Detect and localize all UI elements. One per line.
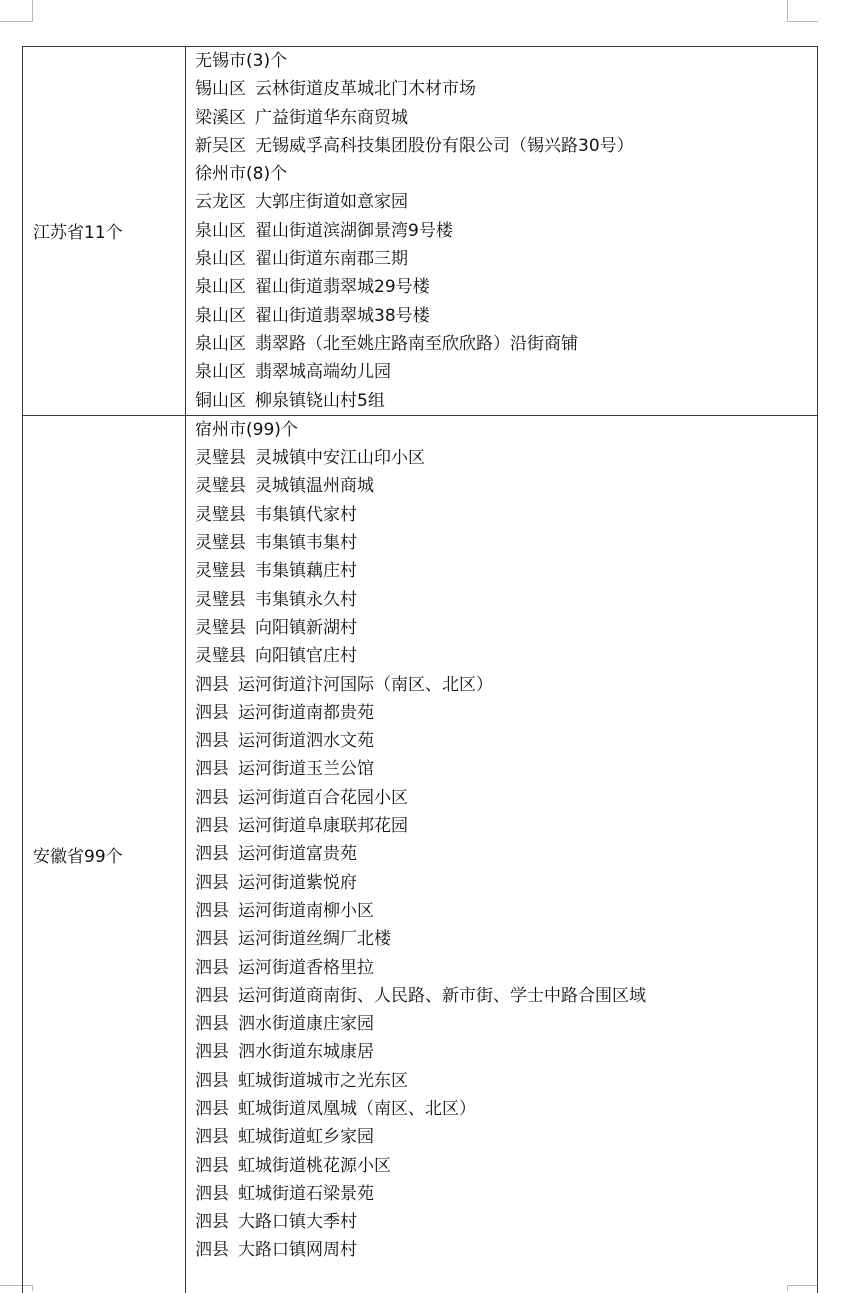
place-name: 翟山街道翡翠城29号楼 [255,277,430,298]
district-name: 泗县 [195,900,229,921]
table-continuation-space [195,1265,817,1293]
site-line [195,1038,817,1066]
place-name: 运河街道阜康联邦花园 [238,816,408,837]
district-name: 泗县 [195,1212,229,1233]
site-line [195,472,817,500]
district-name: 灵璧县 [195,617,246,638]
district-name: 泗县 [195,1240,229,1261]
district-name: 铜山区 [195,390,246,411]
district-name: 灵璧县 [195,561,246,582]
district-name: 泗县 [195,1127,229,1148]
place-name: 运河街道玉兰公馆 [238,759,374,780]
site-line [195,812,817,840]
district-name: 泗县 [195,844,229,865]
district-name: 泗县 [195,787,229,808]
place-name: 韦集镇代家村 [255,504,357,525]
risk-area-table [22,46,818,1293]
district-name: 泗县 [195,985,229,1006]
district-name: 灵璧县 [195,589,246,610]
site-line [195,586,817,614]
district-name: 泉山区 [195,362,246,383]
city-header [195,416,817,444]
sites-cell [186,47,818,416]
city-label: 无锡市(3)个 [195,51,288,71]
district-name: 灵璧县 [195,504,246,525]
district-name: 泗县 [195,731,229,752]
district-name: 锡山区 [195,79,246,100]
district-name: 泗县 [195,929,229,950]
site-line [195,444,817,472]
site-line [195,358,817,386]
district-name: 泉山区 [195,277,246,298]
site-line [195,1010,817,1038]
city-header [195,160,817,188]
site-line [195,897,817,925]
place-name: 运河街道百合花园小区 [238,787,408,808]
city-header [195,47,817,75]
site-line [195,1180,817,1208]
district-name: 泉山区 [195,220,246,241]
place-name: 灵城镇中安江山印小区 [255,448,425,469]
place-name: 大路口镇网周村 [238,1240,357,1261]
site-line [195,188,817,216]
district-name: 泗县 [195,702,229,723]
place-name: 运河街道丝绸厂北楼 [238,929,391,950]
site-line [195,784,817,812]
city-label: 宿州市(99)个 [195,419,298,440]
place-name: 柳泉镇铙山村5组 [255,390,385,411]
place-name: 翡翠路（北至姚庄路南至欣欣路）沿街商铺 [255,333,578,354]
site-line [195,1095,817,1123]
place-name: 运河街道紫悦府 [238,872,357,893]
place-name: 运河街道香格里拉 [238,957,374,978]
district-name: 泗县 [195,1042,229,1063]
site-line [195,217,817,245]
site-line [195,1236,817,1264]
district-name: 泗县 [195,816,229,837]
district-name: 梁溪区 [195,107,246,128]
crop-mark-top-left [0,0,33,22]
province-cell: 江苏省11个 [23,47,186,416]
place-name: 翟山街道东南郡三期 [255,249,408,270]
district-name: 泗县 [195,1070,229,1091]
place-name: 韦集镇藕庄村 [255,561,357,582]
place-name: 无锡威孚高科技集团股份有限公司（锡兴路30号） [255,135,634,156]
district-name: 泗县 [195,957,229,978]
place-name: 云林街道皮革城北门木材市场 [255,79,476,100]
site-line [195,925,817,953]
site-line [195,529,817,557]
place-name: 大郭庄街道如意家园 [255,192,408,213]
site-line [195,501,817,529]
site-line [195,755,817,783]
place-name: 虹城街道城市之光东区 [238,1070,408,1091]
place-name: 虹城街道桃花源小区 [238,1155,391,1176]
site-line [195,330,817,358]
site-line [195,557,817,585]
site-line [195,954,817,982]
district-name: 灵璧县 [195,476,246,497]
site-line [195,869,817,897]
place-name: 翡翠城高端幼儿园 [255,362,391,383]
place-name: 虹城街道虹乡家园 [238,1127,374,1148]
place-name: 运河街道商南街、人民路、新市街、学士中路合围区域 [238,985,646,1006]
district-name: 泉山区 [195,249,246,270]
district-name: 泗县 [195,1098,229,1119]
district-name: 新吴区 [195,135,246,156]
place-name: 虹城街道凤凰城（南区、北区） [238,1098,476,1119]
district-name: 泉山区 [195,333,246,354]
site-line [195,840,817,868]
site-line [195,614,817,642]
site-line [195,699,817,727]
crop-mark-top-right [787,0,818,22]
district-name: 泗县 [195,1014,229,1035]
place-name: 韦集镇永久村 [255,589,357,610]
place-name: 虹城街道石梁景苑 [238,1183,374,1204]
place-name: 运河街道富贵苑 [238,844,357,865]
place-name: 广益街道华东商贸城 [255,107,408,128]
district-name: 泗县 [195,674,229,695]
district-name: 云龙区 [195,192,246,213]
site-line [195,671,817,699]
site-line [195,642,817,670]
site-line [195,1067,817,1095]
place-name: 大路口镇大季村 [238,1212,357,1233]
site-line [195,75,817,103]
place-name: 灵城镇温州商城 [255,476,374,497]
place-name: 运河街道南都贵苑 [238,702,374,723]
place-name: 泗水街道康庄家园 [238,1014,374,1035]
district-name: 灵璧县 [195,646,246,667]
site-line [195,727,817,755]
site-line [195,302,817,330]
place-name: 运河街道泗水文苑 [238,731,374,752]
district-name: 泗县 [195,1155,229,1176]
place-name: 运河街道南柳小区 [238,900,374,921]
district-name: 泗县 [195,759,229,780]
place-name: 向阳镇官庄村 [255,646,357,667]
place-name: 运河街道汴河国际（南区、北区） [238,674,493,695]
province-cell: 安徽省99个 [23,415,186,1292]
district-name: 灵璧县 [195,448,246,469]
table-body [23,47,818,1293]
site-line [195,1123,817,1151]
site-line [195,982,817,1010]
district-name: 泗县 [195,872,229,893]
table-row [23,47,818,416]
place-name: 韦集镇韦集村 [255,533,357,554]
site-line [195,1208,817,1236]
city-label: 徐州市(8)个 [195,164,288,185]
place-name: 向阳镇新湖村 [255,617,357,638]
place-name: 翟山街道滨湖御景湾9号楼 [255,220,453,241]
site-line [195,1152,817,1180]
district-name: 灵璧县 [195,533,246,554]
place-name: 泗水街道东城康居 [238,1042,374,1063]
site-line [195,104,817,132]
sites-cell [186,415,818,1292]
table-row [23,415,818,1292]
site-line [195,387,817,415]
district-name: 泉山区 [195,305,246,326]
district-name: 泗县 [195,1183,229,1204]
site-line [195,273,817,301]
site-line [195,132,817,160]
place-name: 翟山街道翡翠城38号楼 [255,305,430,326]
site-line [195,245,817,273]
